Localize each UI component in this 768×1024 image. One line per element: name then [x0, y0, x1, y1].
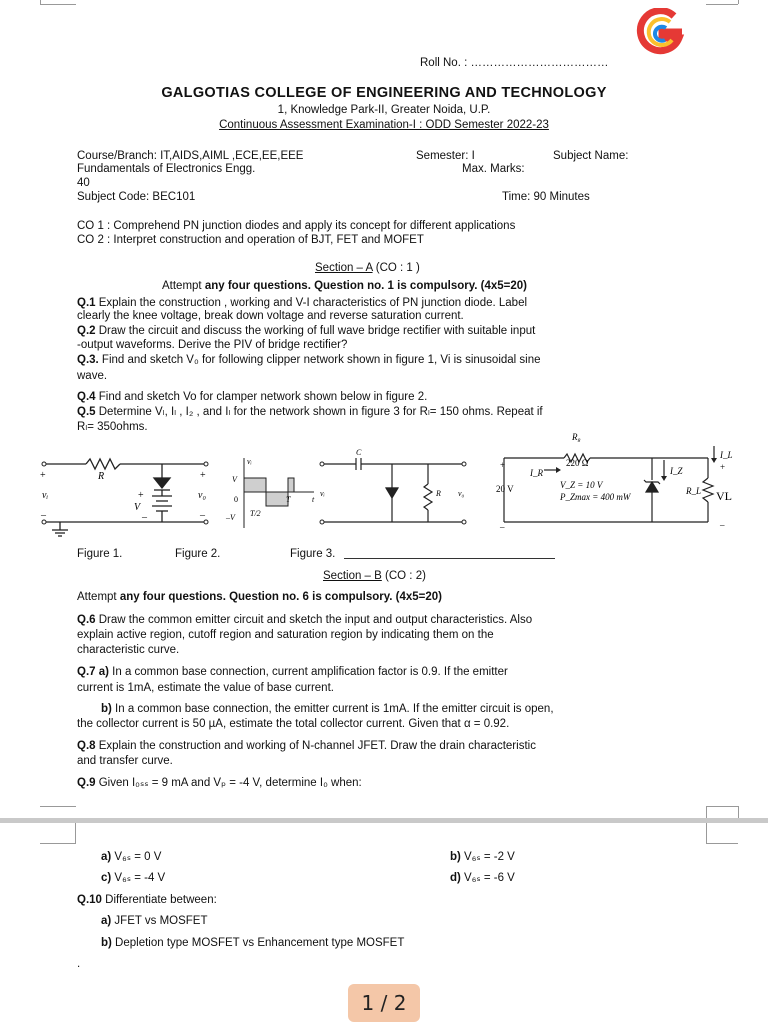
- option-text: V₆ₛ = 0 V: [111, 851, 162, 863]
- fig1-minus-battery: –: [142, 512, 147, 523]
- instruction-prefix: Attempt: [162, 280, 205, 292]
- fig2-c-label: C: [356, 448, 362, 457]
- option-text: Depletion type MOSFET vs Enhancement type MOSFET: [111, 937, 405, 949]
- fig2-t-label: T: [286, 495, 291, 504]
- crop-mark: [40, 843, 76, 844]
- question-text: Explain the construction , working and V-I characteristics of PN junction diode. Label: [95, 297, 528, 309]
- crop-mark: [706, 806, 738, 807]
- fig3-vl-label: VL: [716, 489, 732, 503]
- question-2: [77, 324, 535, 338]
- course-branch: Course/Branch: IT,AIDS,AIML ,ECE,EE,EEE: [77, 150, 304, 162]
- question-text: Draw the common emitter circuit and sketch the input and output characteristics. Also: [95, 614, 533, 626]
- fig2-t-axis-label: t: [312, 495, 315, 504]
- option-text: JFET vs MOSFET: [111, 915, 208, 927]
- section-a-title: Section – A: [315, 262, 373, 274]
- trailing-dot: .: [77, 958, 81, 970]
- option-label: b): [450, 851, 461, 863]
- fig1-vi-label: vᵢ: [42, 490, 49, 501]
- option-c: [101, 871, 165, 885]
- question-text: Differentiate between:: [101, 894, 217, 906]
- option-label: c): [101, 872, 112, 884]
- crop-mark: [738, 806, 739, 818]
- instruction-bold: any four questions. Question no. 6 is compulsory. (4x5=20): [119, 591, 443, 603]
- fig2-t-half-label: T/2: [250, 509, 261, 518]
- question-8-cont: and transfer curve.: [77, 755, 173, 767]
- option-label: d): [450, 872, 461, 884]
- question-7b: [101, 702, 554, 716]
- college-address: 1, Knowledge Park-II, Greater Noida, U.P.: [277, 104, 491, 116]
- figure-2-caption: Figure 2.: [175, 548, 221, 560]
- exam-time: Time: 90 Minutes: [502, 191, 590, 203]
- question-text: Explain the construction and working of N-channel JFET. Draw the drain characteristic: [95, 740, 536, 752]
- crop-mark: [706, 843, 738, 844]
- question-1: [77, 296, 527, 310]
- section-a-co: (CO : 1 ): [375, 262, 420, 274]
- question-label: b): [101, 703, 112, 715]
- section-b-instruction: [77, 590, 442, 604]
- question-9: [77, 776, 362, 790]
- question-label: Q.8: [77, 740, 96, 752]
- question-text: Given I₀ₛₛ = 9 mA and Vₚ = -4 V, determine I₀ when:: [95, 777, 362, 789]
- fig3-iz-label: I_Z: [670, 466, 683, 476]
- question-2-cont: -output waveforms. Derive the PIV of bridge rectifier?: [77, 339, 348, 351]
- figure-1-clipper-circuit: [38, 448, 220, 548]
- fig1-plus-left: +: [40, 470, 46, 481]
- question-4: [77, 390, 427, 404]
- question-text: Draw the circuit and discuss the working of full wave bridge rectifier with suitable input: [95, 325, 536, 337]
- fig1-vo-label: v₀: [198, 490, 206, 501]
- fig2-zero-label: 0: [234, 495, 238, 504]
- fig2-r-label: R: [436, 489, 441, 498]
- fig1-r-label: R: [98, 471, 105, 482]
- crop-mark: [75, 823, 76, 843]
- question-7a-cont: current is 1mA, estimate the value of base current.: [77, 682, 334, 694]
- option-b: [450, 850, 515, 864]
- question-5: [77, 405, 543, 419]
- question-10: [77, 893, 217, 907]
- crop-mark: [40, 806, 76, 807]
- question-label: Q.10: [77, 894, 102, 906]
- waveform-next-pulse: [288, 478, 294, 492]
- question-text: In a common base connection, the emitter current is 1mA. If the emitter circuit is open,: [111, 703, 554, 715]
- question-3: [77, 353, 541, 367]
- exam-title: Continuous Assessment Examination-I : ODD Semester 2022-23: [219, 119, 549, 131]
- college-name: GALGOTIAS COLLEGE OF ENGINEERING AND TECHNOLOGY: [161, 85, 607, 101]
- fig1-plus-battery: +: [138, 490, 144, 501]
- option-d: [450, 871, 515, 885]
- section-b-co: (CO : 2): [385, 570, 426, 582]
- crop-mark: [706, 806, 707, 818]
- subject-name-label: Subject Name:: [553, 150, 629, 162]
- figure-3-underline: [344, 558, 555, 559]
- waveform-negative-pulse: [266, 492, 288, 506]
- waveform-positive-pulse: [244, 478, 266, 492]
- question-label: Q.4: [77, 391, 96, 403]
- figure-3-zener-regulator-circuit: [494, 430, 744, 540]
- option-a: [101, 850, 161, 864]
- fig3-vl-plus: +: [720, 462, 726, 472]
- question-text: Find and sketch Vo for clamper network shown below in figure 2.: [95, 391, 428, 403]
- instruction-bold: any four questions. Question no. 1 is compulsory. (4x5=20): [204, 280, 528, 292]
- option-label: a): [101, 851, 112, 863]
- fig3-ir-label: I_R: [530, 468, 543, 478]
- fig3-source-plus: +: [500, 460, 506, 470]
- question-label: Q.9: [77, 777, 96, 789]
- max-marks-label: Max. Marks:: [462, 163, 525, 175]
- fig1-minus-left: –: [41, 510, 46, 521]
- figure-2-clamper-circuit: [316, 448, 476, 538]
- fig1-plus-right: +: [200, 470, 206, 481]
- question-text: Find and sketch V₀ for following clipper network shown in figure 1, Vi is sinusoidal sine: [98, 354, 541, 366]
- figure-1-caption: Figure 1.: [77, 548, 123, 560]
- fig3-il-label: I_L: [720, 450, 733, 460]
- fig2-vo-label: v₀: [458, 489, 465, 498]
- roll-no: Roll No. : ………………………………: [420, 57, 609, 69]
- max-marks-value: 40: [77, 177, 90, 189]
- fig2-v-label: V: [232, 475, 237, 484]
- figure-2-clamper-input-waveform: [224, 452, 320, 532]
- question-text: In a common base connection, current amplification factor is 0.9. If the emitter: [108, 666, 508, 678]
- section-a-heading: [315, 261, 420, 275]
- crop-mark: [706, 823, 707, 843]
- question-8: [77, 739, 536, 753]
- fig3-rs-label: R₈: [572, 432, 581, 442]
- fig3-vz-label: V_Z = 10 V: [560, 480, 603, 490]
- question-7a: [77, 665, 508, 679]
- subject-code: Subject Code: BEC101: [77, 191, 196, 203]
- fig3-source-minus: –: [500, 522, 505, 532]
- question-1-cont: clearly the knee voltage, break down voltage and reverse saturation current.: [77, 310, 464, 322]
- section-b-heading: [323, 569, 426, 583]
- fig1-minus-right: –: [200, 510, 205, 521]
- question-5-cont: Rₗ= 350ohms.: [77, 421, 148, 433]
- question-text: Determine Vₗ, Iₗ , I₂ , and Iₗ for the network shown in figure 3 for Rₗ= 150 ohms. Repeat if: [95, 406, 543, 418]
- fig3-pz-label: P_Zmax = 400 mW: [560, 492, 631, 502]
- course-outcome-2: CO 2 : Interpret construction and operation of BJT, FET and MOFET: [77, 234, 424, 246]
- section-b-title: Section – B: [323, 570, 382, 582]
- fig3-source-label: 20 V: [496, 484, 514, 494]
- question-10b: [101, 936, 404, 950]
- fig3-vl-minus: –: [720, 520, 725, 530]
- fig2-vi-label: vᵢ: [320, 489, 325, 498]
- fig2-vi-axis-label: vᵢ: [247, 457, 252, 466]
- crop-mark: [738, 0, 739, 4]
- question-6-cont: explain active region, cutoff region and saturation region by indicating them on the: [77, 629, 494, 641]
- figure-3-caption: Figure 3.: [290, 548, 336, 560]
- instruction-prefix: Attempt: [77, 591, 120, 603]
- question-10a: [101, 914, 208, 928]
- question-7b-cont: the collector current is 50 µA, estimate the total collector current. Given that α = 0.92.: [77, 718, 510, 730]
- question-label: Q.7 a): [77, 666, 109, 678]
- option-label: b): [101, 937, 112, 949]
- question-3-cont: wave.: [77, 370, 108, 382]
- question-6-cont: characteristic curve.: [77, 644, 180, 656]
- fig2-neg-v-label: –V: [226, 513, 235, 522]
- option-text: V₆ₛ = -6 V: [460, 872, 515, 884]
- question-6: [77, 613, 532, 627]
- semester: Semester: I: [416, 150, 475, 162]
- subject-name: Fundamentals of Electronics Engg.: [77, 163, 256, 175]
- course-outcome-1: CO 1 : Comprehend PN junction diodes and apply its concept for different applications: [77, 220, 516, 232]
- section-a-instruction: [162, 279, 527, 293]
- crop-mark: [40, 4, 76, 5]
- question-label: Q.3.: [77, 354, 99, 366]
- crop-mark: [706, 4, 738, 5]
- question-label: Q.1: [77, 297, 96, 309]
- page-indicator[interactable]: 1 / 2: [348, 984, 420, 1022]
- option-text: V₆ₛ = -4 V: [111, 872, 166, 884]
- option-text: V₆ₛ = -2 V: [460, 851, 515, 863]
- fig1-v-label: V: [134, 502, 141, 513]
- option-label: a): [101, 915, 112, 927]
- galgotias-logo-icon: [632, 8, 686, 58]
- fig3-rs-value: 220 Ω: [566, 458, 589, 468]
- question-label: Q.2: [77, 325, 96, 337]
- question-label: Q.5: [77, 406, 96, 418]
- question-label: Q.6: [77, 614, 96, 626]
- fig3-rl-label: R_L: [686, 486, 702, 496]
